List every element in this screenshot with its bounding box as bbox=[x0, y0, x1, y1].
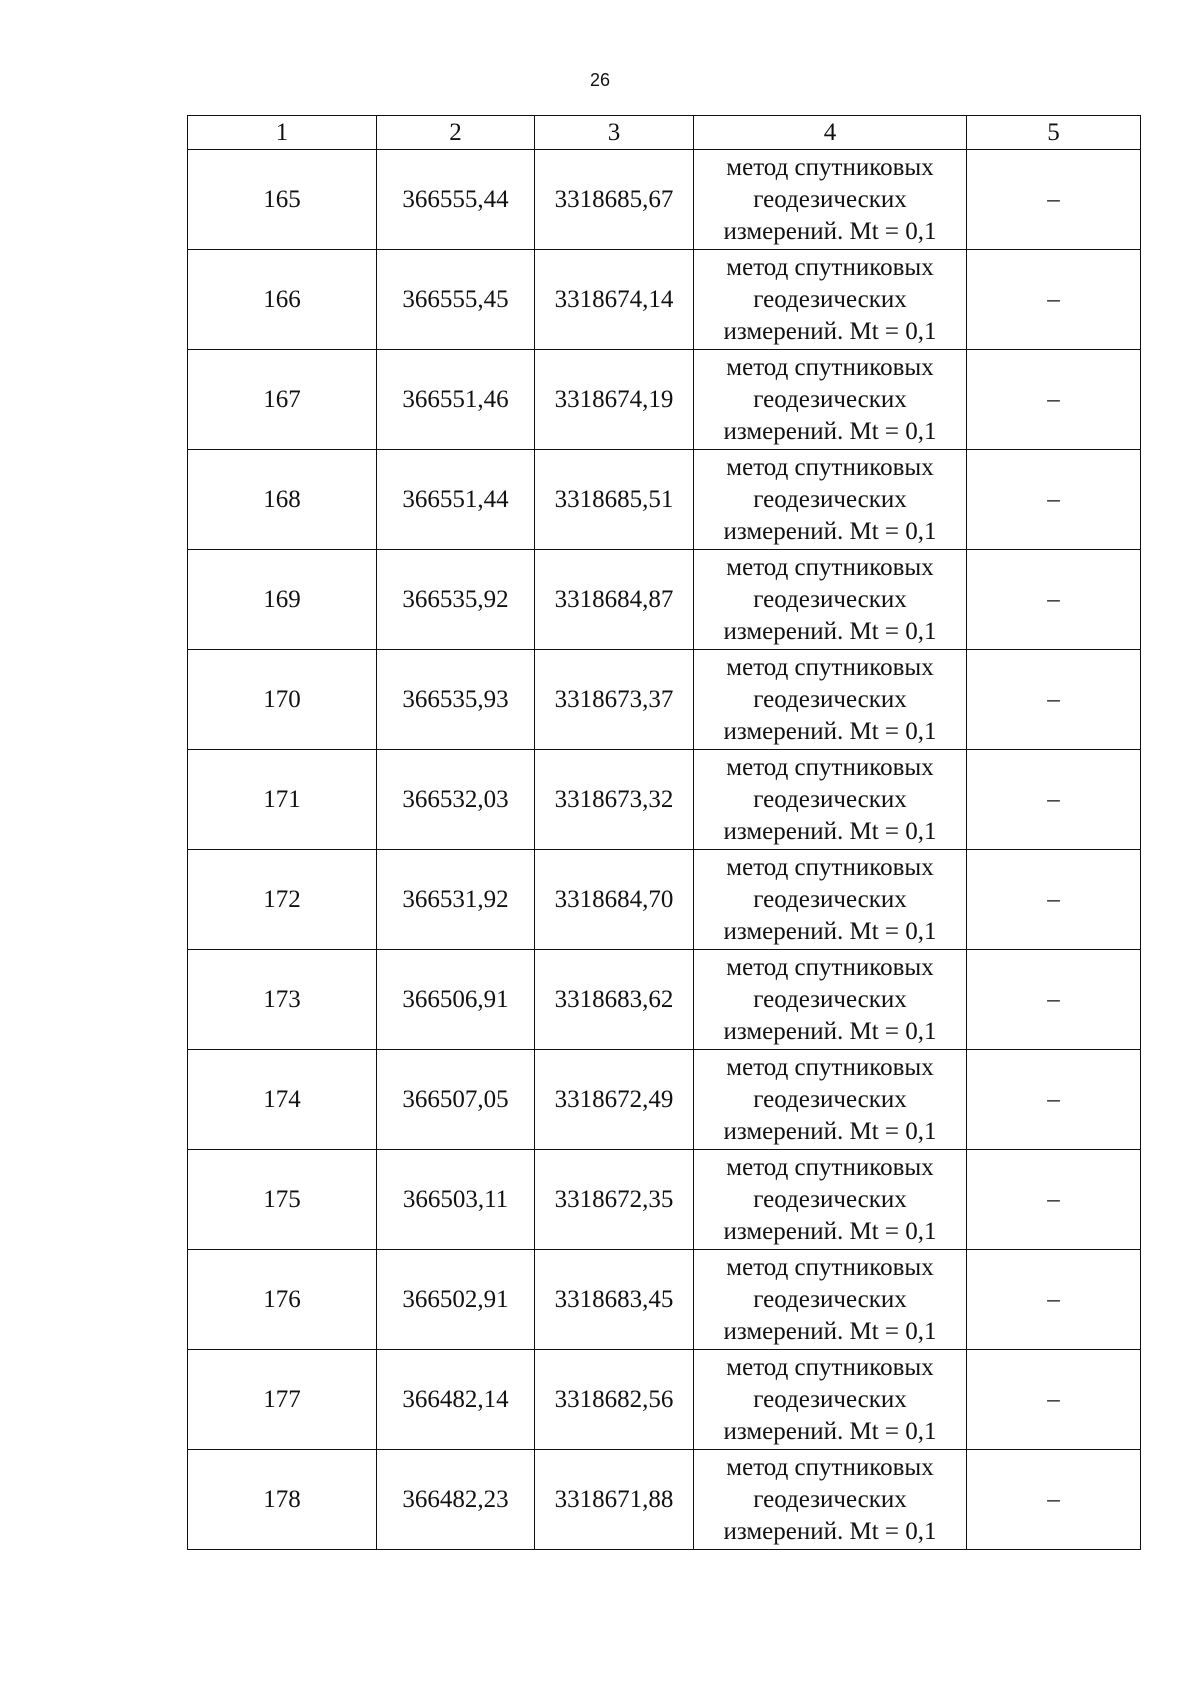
method-line: измерений. Mt = 0,1 bbox=[723, 1417, 937, 1445]
method-line: геодезических bbox=[753, 1085, 907, 1113]
x-coordinate-cell: 366535,93 bbox=[377, 650, 535, 750]
y-coordinate-cell: 3318673,37 bbox=[535, 650, 694, 750]
header-col-1: 1 bbox=[188, 116, 377, 150]
x-coordinate-cell: 366482,23 bbox=[377, 1450, 535, 1550]
x-coordinate-cell: 366555,45 bbox=[377, 250, 535, 350]
note-cell: – bbox=[967, 250, 1141, 350]
point-number-cell: 174 bbox=[188, 1050, 377, 1150]
method-line: геодезических bbox=[753, 585, 907, 613]
method-line: метод спутниковых bbox=[726, 653, 934, 681]
method-line: метод спутниковых bbox=[726, 353, 934, 381]
note-cell: – bbox=[967, 1350, 1141, 1450]
y-coordinate-cell: 3318674,19 bbox=[535, 350, 694, 450]
method-cell bbox=[694, 950, 967, 1050]
table-row bbox=[188, 1450, 1141, 1550]
method-line: метод спутниковых bbox=[726, 1253, 934, 1281]
method-line: измерений. Mt = 0,1 bbox=[723, 817, 937, 845]
table-body bbox=[188, 150, 1141, 1550]
y-coordinate-cell: 3318673,32 bbox=[535, 750, 694, 850]
header-col-3: 3 bbox=[535, 116, 694, 150]
method-cell bbox=[694, 650, 967, 750]
point-number-cell: 175 bbox=[188, 1150, 377, 1250]
point-number-cell: 170 bbox=[188, 650, 377, 750]
table-row bbox=[188, 450, 1141, 550]
y-coordinate-cell: 3318685,67 bbox=[535, 150, 694, 250]
method-line: геодезических bbox=[753, 1385, 907, 1413]
table-row bbox=[188, 150, 1141, 250]
method-cell bbox=[694, 750, 967, 850]
y-coordinate-cell: 3318684,87 bbox=[535, 550, 694, 650]
table-row bbox=[188, 850, 1141, 950]
point-number-cell: 165 bbox=[188, 150, 377, 250]
method-line: геодезических bbox=[753, 285, 907, 313]
page-number: 26 bbox=[589, 70, 611, 90]
note-cell: – bbox=[967, 850, 1141, 950]
note-cell: – bbox=[967, 950, 1141, 1050]
table-row bbox=[188, 1250, 1141, 1350]
point-number-cell: 178 bbox=[188, 1450, 377, 1550]
x-coordinate-cell: 366551,46 bbox=[377, 350, 535, 450]
note-cell: – bbox=[967, 650, 1141, 750]
method-cell bbox=[694, 850, 967, 950]
method-line: измерений. Mt = 0,1 bbox=[723, 317, 937, 345]
x-coordinate-cell: 366551,44 bbox=[377, 450, 535, 550]
method-line: геодезических bbox=[753, 985, 907, 1013]
method-line: геодезических bbox=[753, 685, 907, 713]
method-line: измерений. Mt = 0,1 bbox=[723, 617, 937, 645]
point-number-cell: 169 bbox=[188, 550, 377, 650]
method-line: измерений. Mt = 0,1 bbox=[723, 1217, 937, 1245]
header-col-5: 5 bbox=[967, 116, 1141, 150]
method-cell bbox=[694, 550, 967, 650]
method-line: метод спутниковых bbox=[726, 1053, 934, 1081]
x-coordinate-cell: 366482,14 bbox=[377, 1350, 535, 1450]
x-coordinate-cell: 366506,91 bbox=[377, 950, 535, 1050]
point-number-cell: 172 bbox=[188, 850, 377, 950]
method-line: метод спутниковых bbox=[726, 953, 934, 981]
header-row bbox=[188, 116, 1141, 150]
method-line: метод спутниковых bbox=[726, 253, 934, 281]
note-cell: – bbox=[967, 1450, 1141, 1550]
table-row bbox=[188, 950, 1141, 1050]
note-cell: – bbox=[967, 450, 1141, 550]
x-coordinate-cell: 366535,92 bbox=[377, 550, 535, 650]
x-coordinate-cell: 366507,05 bbox=[377, 1050, 535, 1150]
note-cell: – bbox=[967, 550, 1141, 650]
table-row bbox=[188, 1150, 1141, 1250]
coordinates-table bbox=[187, 115, 1141, 1550]
method-line: измерений. Mt = 0,1 bbox=[723, 1517, 937, 1545]
method-line: измерений. Mt = 0,1 bbox=[723, 717, 937, 745]
method-line: метод спутниковых bbox=[726, 1153, 934, 1181]
method-line: измерений. Mt = 0,1 bbox=[723, 917, 937, 945]
method-line: измерений. Mt = 0,1 bbox=[723, 1017, 937, 1045]
method-line: геодезических bbox=[753, 485, 907, 513]
header-col-4: 4 bbox=[694, 116, 967, 150]
method-line: метод спутниковых bbox=[726, 853, 934, 881]
x-coordinate-cell: 366503,11 bbox=[377, 1150, 535, 1250]
note-cell: – bbox=[967, 1150, 1141, 1250]
point-number-cell: 166 bbox=[188, 250, 377, 350]
note-cell: – bbox=[967, 150, 1141, 250]
y-coordinate-cell: 3318685,51 bbox=[535, 450, 694, 550]
method-cell bbox=[694, 150, 967, 250]
method-cell bbox=[694, 1050, 967, 1150]
method-line: геодезических bbox=[753, 1485, 907, 1513]
method-cell bbox=[694, 1350, 967, 1450]
y-coordinate-cell: 3318674,14 bbox=[535, 250, 694, 350]
method-line: геодезических bbox=[753, 1185, 907, 1213]
note-cell: – bbox=[967, 350, 1141, 450]
method-line: геодезических bbox=[753, 185, 907, 213]
point-number-cell: 171 bbox=[188, 750, 377, 850]
y-coordinate-cell: 3318671,88 bbox=[535, 1450, 694, 1550]
table-header bbox=[188, 116, 1141, 150]
point-number-cell: 168 bbox=[188, 450, 377, 550]
method-line: измерений. Mt = 0,1 bbox=[723, 1117, 937, 1145]
method-cell bbox=[694, 350, 967, 450]
method-line: метод спутниковых bbox=[726, 753, 934, 781]
method-line: геодезических bbox=[753, 385, 907, 413]
y-coordinate-cell: 3318672,49 bbox=[535, 1050, 694, 1150]
x-coordinate-cell: 366502,91 bbox=[377, 1250, 535, 1350]
y-coordinate-cell: 3318682,56 bbox=[535, 1350, 694, 1450]
method-cell bbox=[694, 250, 967, 350]
y-coordinate-cell: 3318672,35 bbox=[535, 1150, 694, 1250]
method-line: геодезических bbox=[753, 885, 907, 913]
method-line: метод спутниковых bbox=[726, 453, 934, 481]
method-line: измерений. Mt = 0,1 bbox=[723, 417, 937, 445]
method-cell bbox=[694, 1150, 967, 1250]
method-line: метод спутниковых bbox=[726, 153, 934, 181]
x-coordinate-cell: 366532,03 bbox=[377, 750, 535, 850]
method-cell bbox=[694, 450, 967, 550]
table-row bbox=[188, 1350, 1141, 1450]
method-line: измерений. Mt = 0,1 bbox=[723, 217, 937, 245]
method-line: геодезических bbox=[753, 785, 907, 813]
method-line: метод спутниковых bbox=[726, 1353, 934, 1381]
y-coordinate-cell: 3318683,45 bbox=[535, 1250, 694, 1350]
method-line: измерений. Mt = 0,1 bbox=[723, 517, 937, 545]
point-number-cell: 173 bbox=[188, 950, 377, 1050]
table-row bbox=[188, 250, 1141, 350]
note-cell: – bbox=[967, 750, 1141, 850]
method-line: метод спутниковых bbox=[726, 1453, 934, 1481]
y-coordinate-cell: 3318683,62 bbox=[535, 950, 694, 1050]
point-number-cell: 167 bbox=[188, 350, 377, 450]
table-row bbox=[188, 350, 1141, 450]
table-row bbox=[188, 1050, 1141, 1150]
method-line: измерений. Mt = 0,1 bbox=[723, 1317, 937, 1345]
method-cell bbox=[694, 1250, 967, 1350]
table-row bbox=[188, 550, 1141, 650]
method-line: геодезических bbox=[753, 1285, 907, 1313]
point-number-cell: 176 bbox=[188, 1250, 377, 1350]
header-col-2: 2 bbox=[377, 116, 535, 150]
note-cell: – bbox=[967, 1050, 1141, 1150]
x-coordinate-cell: 366555,44 bbox=[377, 150, 535, 250]
method-line: метод спутниковых bbox=[726, 553, 934, 581]
table-row bbox=[188, 750, 1141, 850]
y-coordinate-cell: 3318684,70 bbox=[535, 850, 694, 950]
note-cell: – bbox=[967, 1250, 1141, 1350]
method-cell bbox=[694, 1450, 967, 1550]
point-number-cell: 177 bbox=[188, 1350, 377, 1450]
x-coordinate-cell: 366531,92 bbox=[377, 850, 535, 950]
table-row bbox=[188, 650, 1141, 750]
